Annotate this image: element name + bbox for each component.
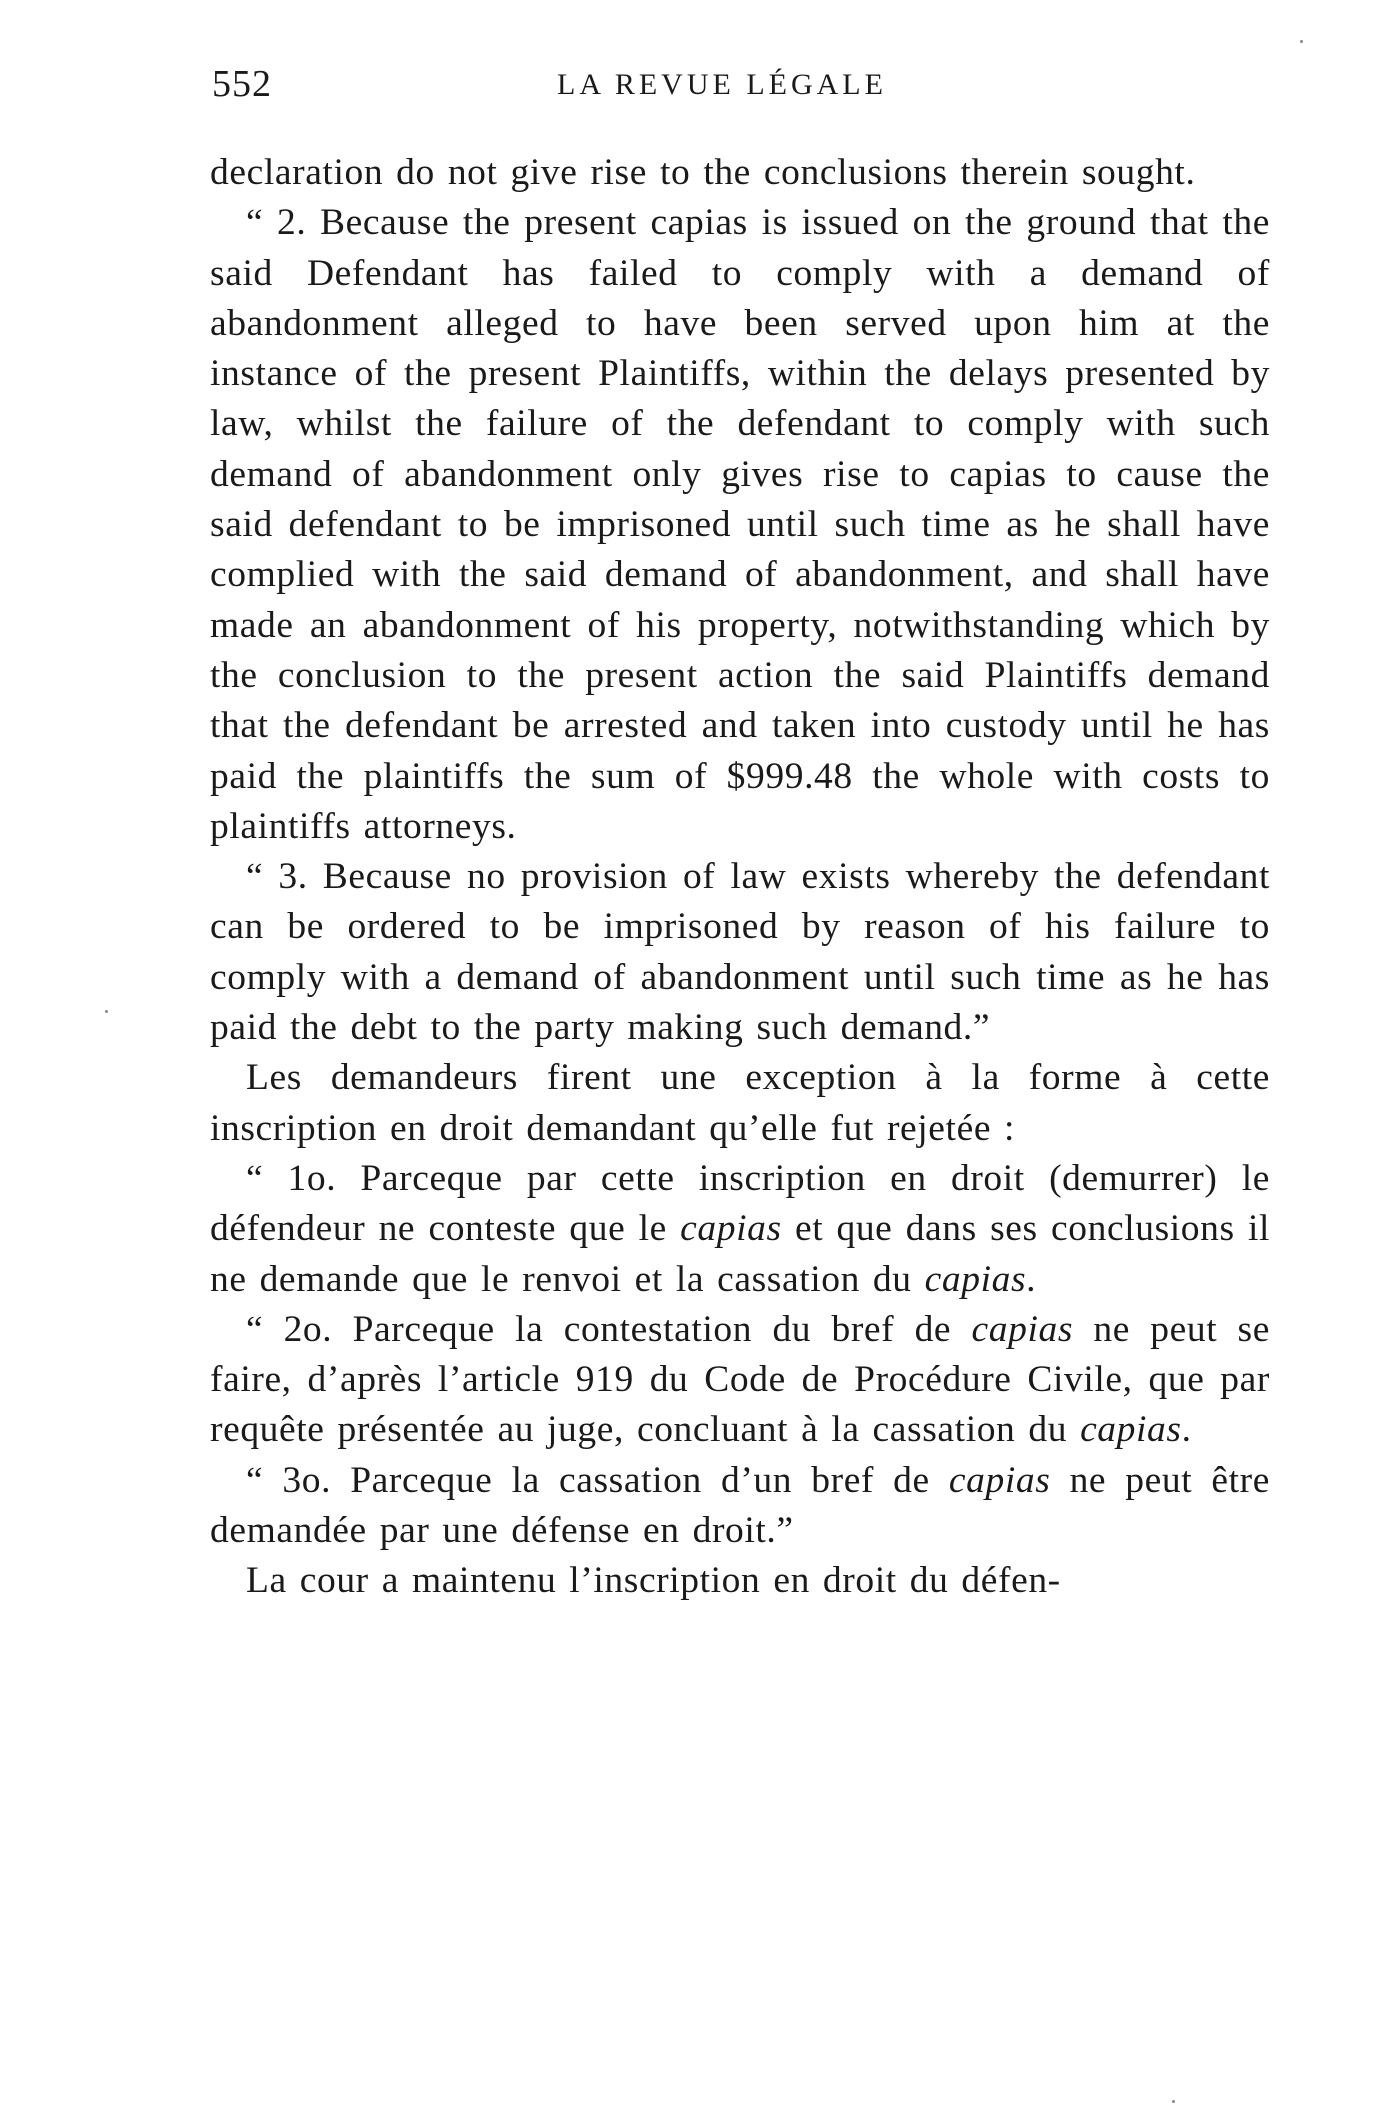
scan-speck <box>1172 2100 1175 2103</box>
paragraph-closing: La cour a maintenu l’inscription en droit du défen- <box>246 1560 1061 1602</box>
body-text <box>210 148 1270 1607</box>
text-run: ne peut être demandée par une défense en droit.” <box>210 1459 1271 1552</box>
italic-term: capias <box>924 1258 1027 1300</box>
text-run: . <box>1181 1409 1192 1451</box>
text-run: “ 2o. Parceque la contestation du bref de <box>246 1308 972 1350</box>
text-run: ne peut se faire, d’après l’article 919 du Code de Procédure Civile, que par requête présentée au juge, concluant à la cassation du <box>210 1308 1270 1451</box>
paragraph-exception: Les demandeurs firent une exception à la forme à cette inscription en droit demandant qu’elle fut rejetée : <box>210 1057 1270 1149</box>
paragraph-continuation: declaration do not give rise to the conclusions therein sought. <box>210 152 1196 193</box>
text-run: . <box>1026 1258 1037 1300</box>
running-header <box>212 62 1262 122</box>
text-run: “ 3o. Parceque la cassation d’un bref de <box>246 1459 949 1501</box>
italic-term: capias <box>1080 1409 1182 1451</box>
scan-speck <box>1300 40 1303 43</box>
paragraph-french-3o <box>210 1456 1270 1557</box>
paragraph-reason-3: “ 3. Because no provision of law exists whereby the defendant can be ordered to be imprisoned by reason of his failure to comply with a demand of abandonment until such time as he has paid the debt to the party making such demand.” <box>210 856 1270 1049</box>
paragraph-reason-2: “ 2. Because the present capias is issued on the ground that the said Defendant has failed to comply with a demand of abandonment alleged to have been served upon him at the instance of the present Plaintiffs, within the delays presented by law, whilst the failure of the defendant to comply with such demand of abandonment only gives rise to capias to cause the said defendant to be imprisoned until such time as he shall have complied with the said demand of abandonment, and shall have made an abandonment of his property, notwithstanding which by the conclusion to the present action the said Plaintiffs demand that the defendant be arrested and taken into custody until he has paid the plaintiffs the sum of $999.48 the whole with costs to plaintiffs attorneys. <box>210 202 1270 847</box>
scan-speck <box>105 1010 108 1013</box>
running-title: LA REVUE LÉGALE <box>557 68 887 101</box>
italic-term: capias <box>680 1208 782 1250</box>
paragraph-french-2o <box>210 1305 1270 1456</box>
italic-term: capias <box>971 1308 1074 1350</box>
page-number: 552 <box>212 63 272 105</box>
italic-term: capias <box>948 1459 1051 1501</box>
paragraph-french-1o <box>210 1154 1270 1305</box>
text-run: “ 1o. Parceque par cette inscription en droit (demurrer) le défendeur ne conteste que le <box>210 1157 1270 1250</box>
text-run: et que dans ses conclusions il ne demande que le renvoi et la cassation du <box>210 1208 1270 1300</box>
